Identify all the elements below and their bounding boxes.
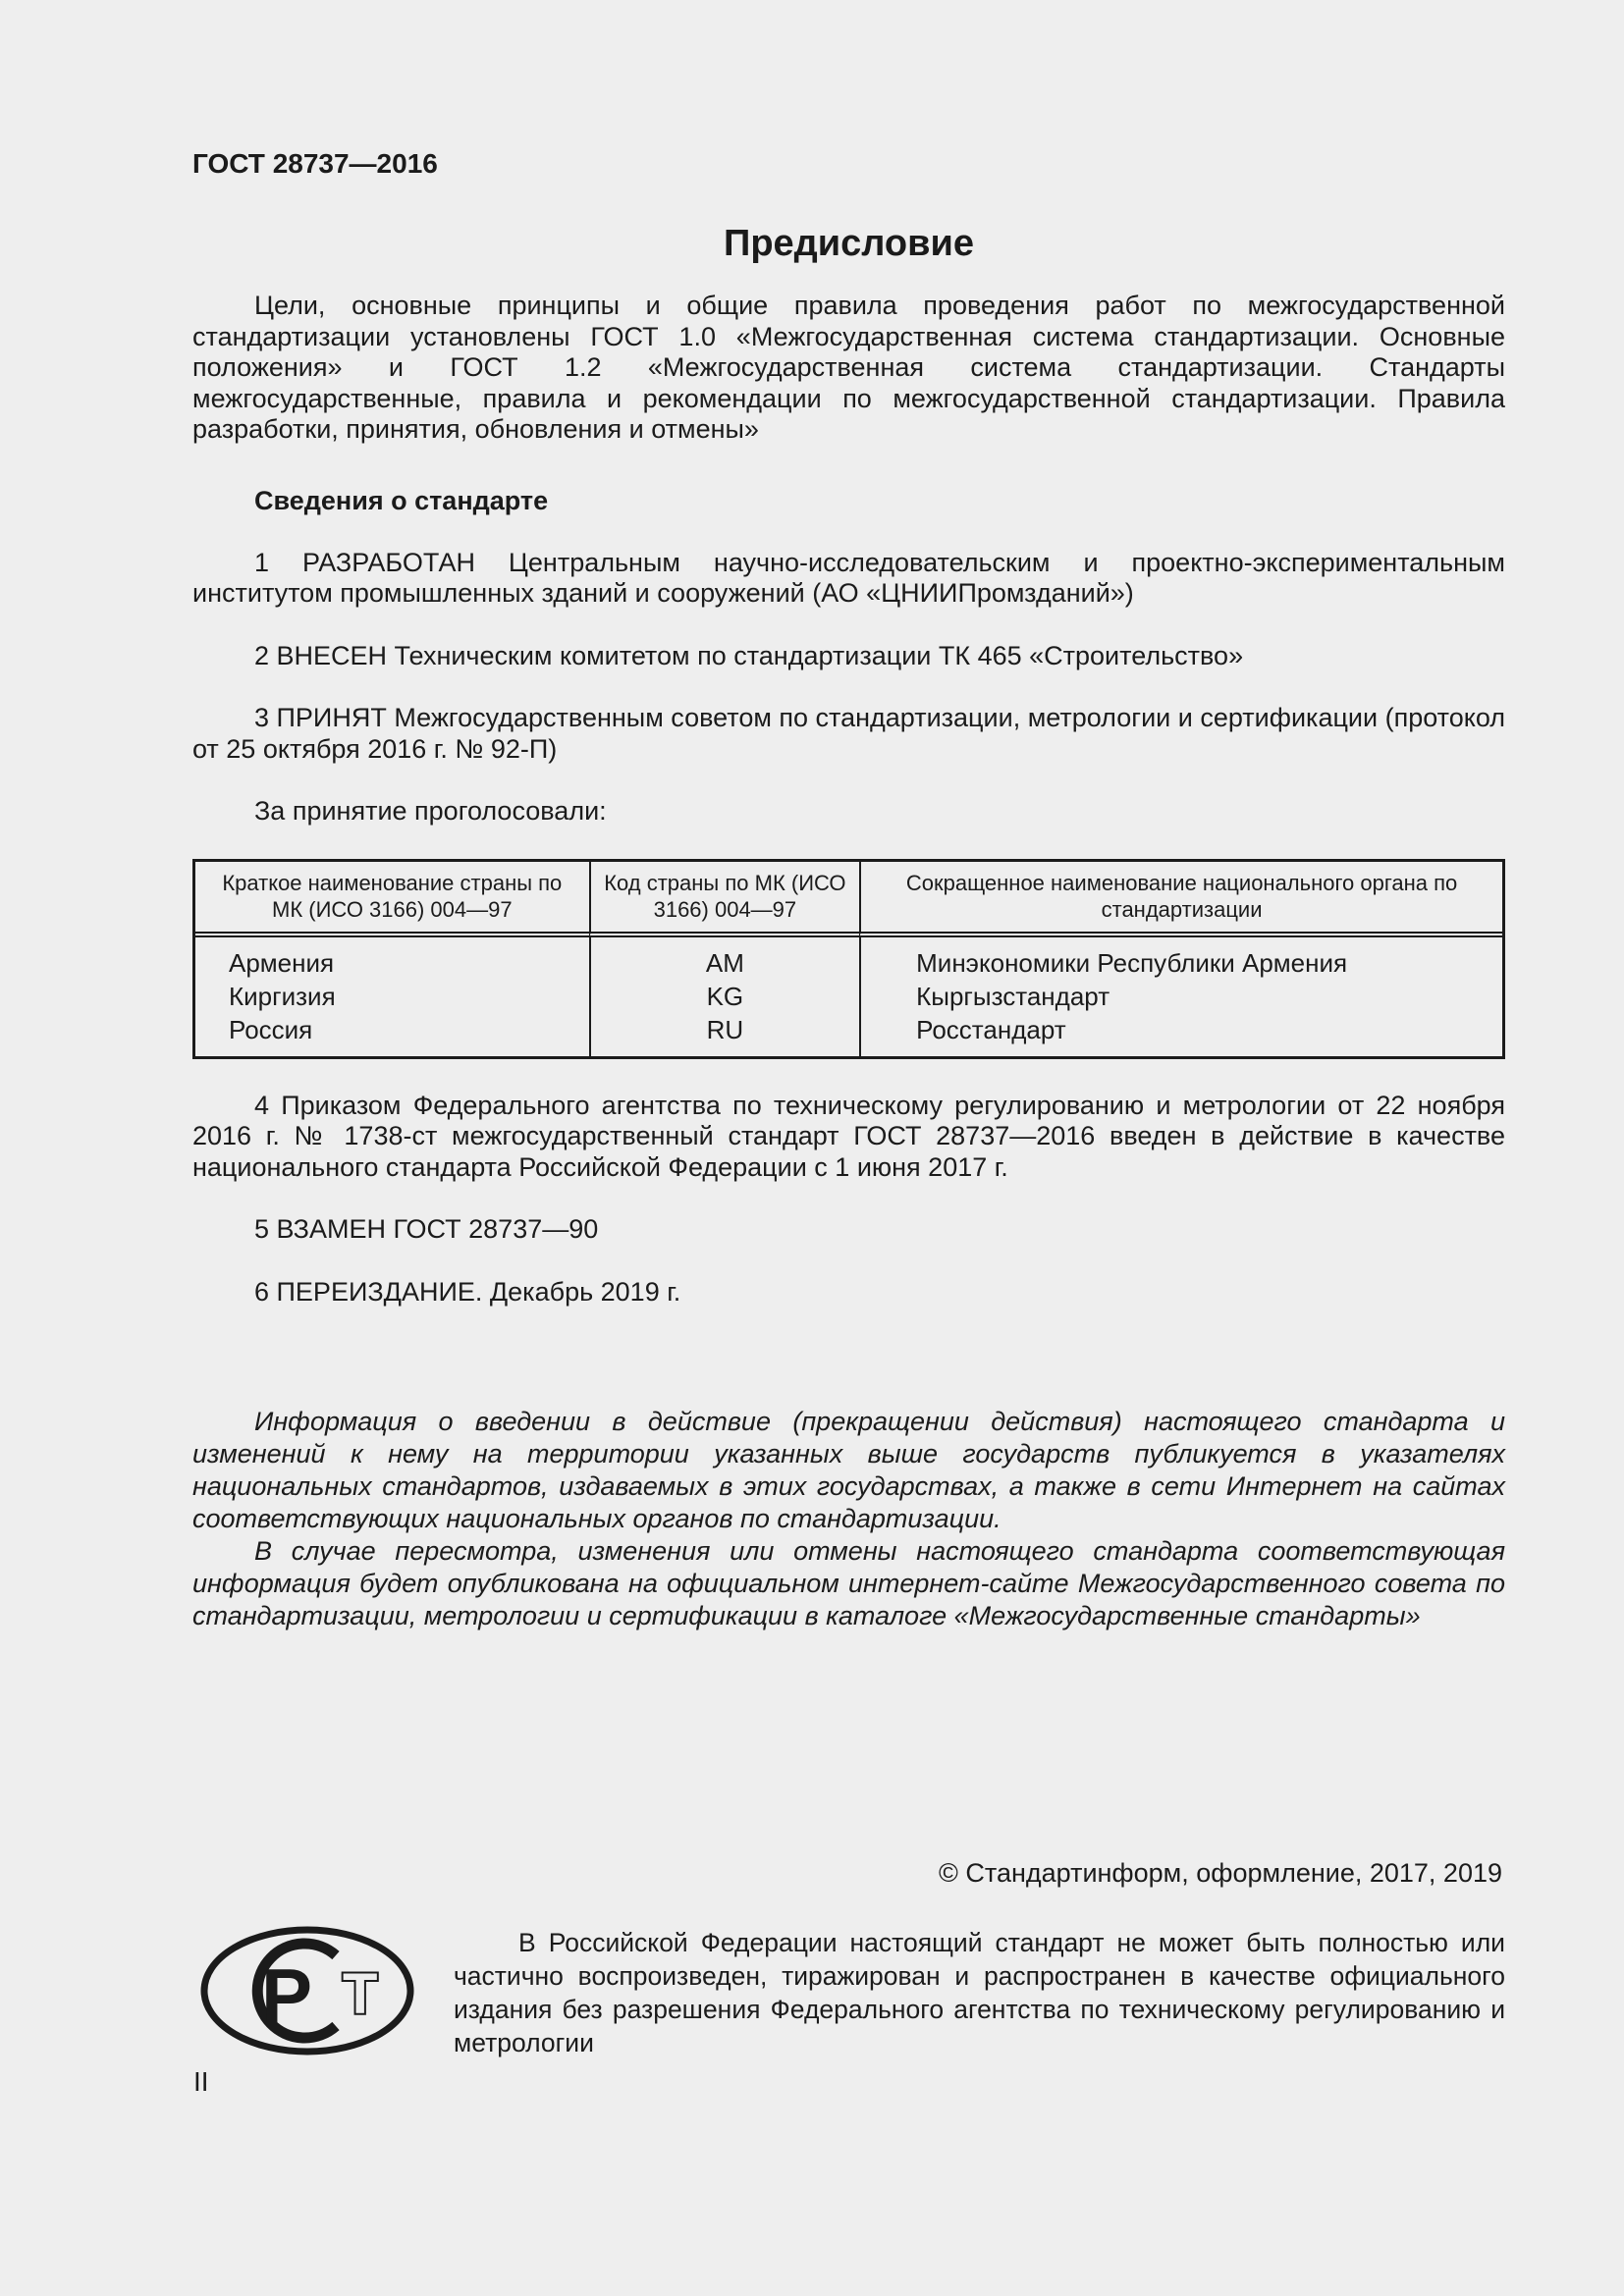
cell-org: Минэкономики Республики Армения xyxy=(859,937,1502,980)
vote-table xyxy=(192,859,1505,1059)
publication-notice xyxy=(192,1406,1505,1632)
vote-intro: За принятие проголосовали: xyxy=(254,796,607,826)
table-row xyxy=(195,1013,1502,1056)
logo-letter-t: Т xyxy=(343,1962,378,2026)
table-row xyxy=(195,937,1502,980)
page-content xyxy=(192,0,1505,1632)
doc-number: ГОСТ 28737—2016 xyxy=(192,148,438,179)
vote-table-header-row xyxy=(195,862,1502,937)
standard-info-item-5: 5 ВЗАМЕН ГОСТ 28737—90 xyxy=(254,1214,599,1244)
cell-code: RU xyxy=(589,1013,860,1056)
intro-paragraph: Цели, основные принципы и общие правила проведения работ по межгосударственной стандартизации установлены ГОСТ 1.0 «Межгосударственная система стандартизации. Основные положения» и ГОСТ 1.2 «Межгосударственная система стандартизации. Стандарты межгосударственные, правила и рекомендации по межгосударственной стандартизации. Правила разработки, принятия, обновления и отмены» xyxy=(192,291,1505,444)
notice-paragraph-1: Информация о введении в действие (прекращении действия) настоящего стандарта и изменений к нему на территории указанных выше государств публикуется в указателях национальных стандартов, издаваемых в этих государствах, а также в сети Интернет на сайтах соответствующих национальных органов по стандартизации. xyxy=(192,1407,1505,1533)
logo-letter-r: Р xyxy=(261,1952,313,2039)
reproduction-restriction: В Российской Федерации настоящий стандарт не может быть полностью или частично воспроизведен, тиражирован и распространен в качестве официального издания без разрешения Федерального агентства по техническому регулированию и метрологии xyxy=(454,1928,1505,2057)
table-row xyxy=(195,980,1502,1013)
page-title: Предисловие xyxy=(724,223,974,264)
vote-table-header-org: Сокращенное наименование национального органа по стандартизации xyxy=(859,862,1502,937)
standard-info-item-3: 3 ПРИНЯТ Межгосударственным советом по стандартизации, метрологии и сертификации (протокол от 25 октября 2016 г. № 92-П) xyxy=(192,703,1506,764)
cell-code: AM xyxy=(589,937,860,980)
cell-country: Россия xyxy=(229,1014,313,1044)
standard-info-item-2: 2 ВНЕСЕН Техническим комитетом по стандартизации ТК 465 «Строительство» xyxy=(254,640,1244,670)
rst-certification-mark-icon xyxy=(199,1925,415,2056)
page-number: II xyxy=(193,2066,209,2097)
cell-country: Армения xyxy=(229,947,335,978)
notice-paragraph-2: В случае пересмотра, изменения или отмены настоящего стандарта соответствующая информация будет опубликована на официальном интернет-сайте Межгосударственного совета по стандартизации, метрологии и сертификации в каталоге «Межгосударственные стандарты» xyxy=(192,1536,1505,1630)
cell-code: KG xyxy=(589,980,860,1013)
cell-country: Киргизия xyxy=(229,981,336,1011)
vote-table-header-code: Код страны по МК (ИСО 3166) 004—97 xyxy=(589,862,860,937)
standard-info-item-4: 4 Приказом Федерального агентства по техническому регулированию и метрологии от 22 ноября 2016 г. № 1738-ст межгосударственный стандарт ГОСТ 28737—2016 введен в действие в качестве национального стандарта Российской Федерации с 1 июня 2017 г. xyxy=(192,1090,1505,1182)
standard-info-item-1: 1 РАЗРАБОТАН Центральным научно-исследовательским и проектно-экспериментальным институтом промышленных зданий и сооружений (АО «ЦНИИПромзданий») xyxy=(192,547,1505,608)
cell-org: Росстандарт xyxy=(859,1013,1502,1056)
standard-info-heading: Сведения о стандарте xyxy=(254,485,549,515)
vote-table-header-country: Краткое наименование страны по МК (ИСО 3166) 004—97 xyxy=(195,862,589,937)
copyright-line: © Стандартинформ, оформление, 2017, 2019 xyxy=(939,1858,1502,1888)
cell-org: Кыргызстандарт xyxy=(859,980,1502,1013)
standard-info-item-6: 6 ПЕРЕИЗДАНИЕ. Декабрь 2019 г. xyxy=(254,1276,681,1307)
